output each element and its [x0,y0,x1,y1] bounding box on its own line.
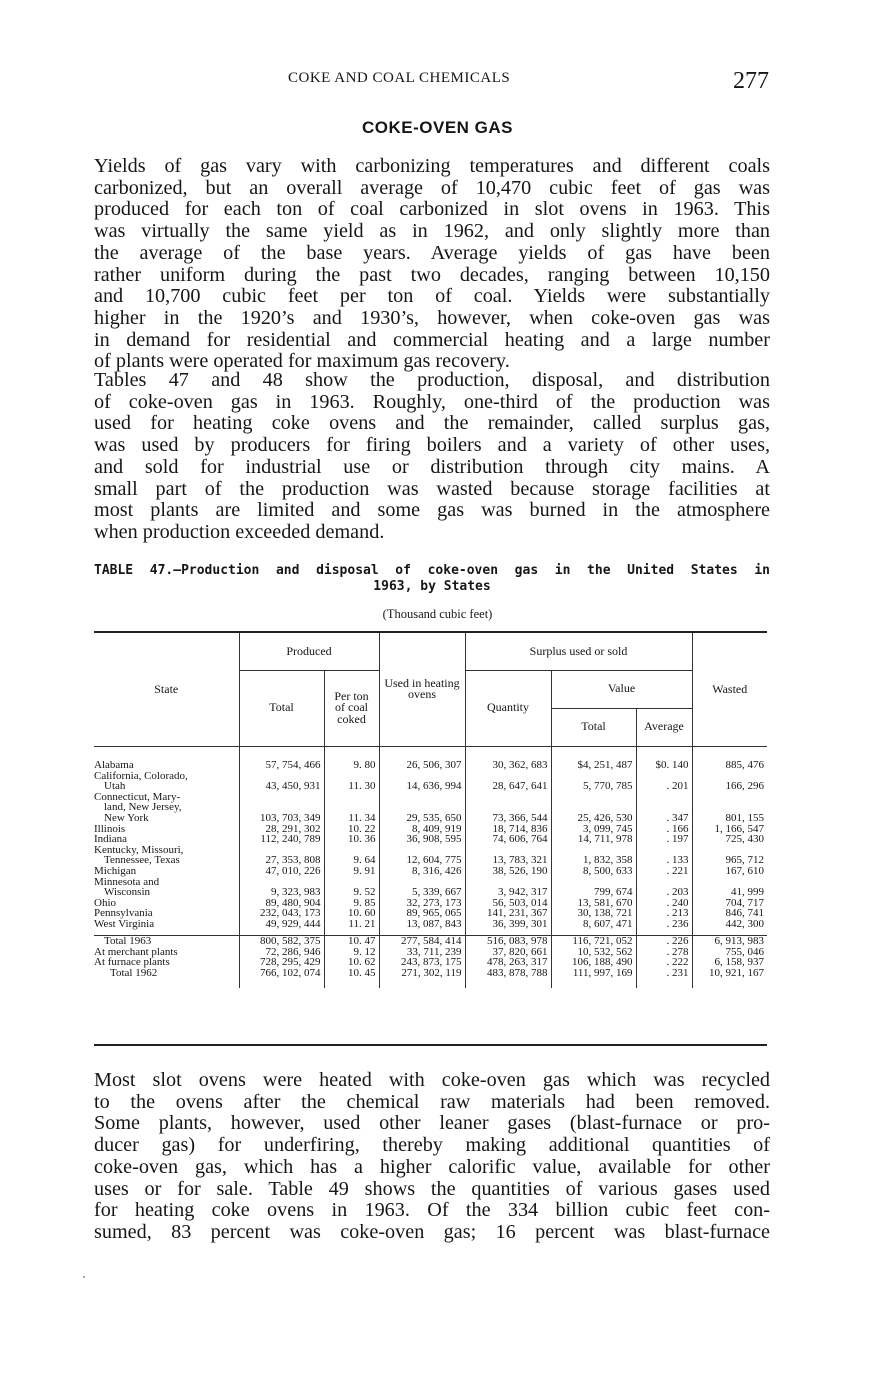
cell-total: 43, 450, 931 [239,781,324,792]
cell-wasted: 846, 741 [692,908,767,919]
total-row [94,968,767,979]
header-used-heating: Used in heating ovens [379,632,465,746]
cell-total: 9, 323, 983 [239,887,324,898]
cell-value-total: 106, 188, 490 [551,957,636,968]
cell-heating: 26, 506, 307 [379,760,465,771]
table-row [94,834,767,845]
text-line: Most slot ovens were heated with coke-oven gas which was recycled [94,1069,770,1091]
cell-average: . 166 [636,824,692,835]
total-label: At furnace plants [94,956,170,969]
cell-quantity: 74, 606, 764 [465,834,551,845]
cell-quantity: 478, 263, 317 [465,957,551,968]
cell-wasted: 6, 913, 983 [692,936,767,947]
cell-heating: 89, 965, 065 [379,908,465,919]
cell-average: $0. 140 [636,760,692,771]
text-line: was virtually the same yield as in 1962, and only slightly more than [94,220,770,243]
cell-quantity: 36, 399, 301 [465,919,551,930]
cell-quantity: 13, 783, 321 [465,855,551,866]
cell-total: 800, 582, 375 [239,936,324,947]
table-row [94,760,767,771]
cell-quantity: 483, 878, 788 [465,968,551,979]
text-line: Some plants, however, used other leaner gases (blast-furnace or pro- [94,1112,770,1135]
state-name: Pennsylvania [94,907,153,920]
header-wasted: Wasted [692,632,767,746]
table-row [94,781,767,792]
text-line: for heating coke ovens in 1963. Of the 334 billion cubic feet con- [94,1199,770,1222]
cell-wasted: 166, 296 [692,781,767,792]
cell-total: 232, 043, 173 [239,908,324,919]
cell-average: . 240 [636,898,692,909]
header-value: Value [551,670,692,708]
cell-heating [379,792,465,803]
cell-value-total: 10, 532, 562 [551,947,636,958]
cell-value-total [551,792,636,803]
cell-value-total: 3, 099, 745 [551,824,636,835]
cell-average: . 197 [636,834,692,845]
cell-per-ton: 11. 34 [324,813,379,824]
table-caption [94,563,770,595]
header-state: State [154,681,179,696]
total-label: Total 1962 [110,966,158,979]
page-speck [83,1276,85,1278]
cell-total: 728, 295, 429 [239,957,324,968]
cell-heating: 277, 584, 414 [379,936,465,947]
text-line: to the ovens after the chemical raw materials had been removed. [94,1090,770,1113]
cell-heating: 33, 711, 239 [379,947,465,958]
cell-value-total: $4, 251, 487 [551,760,636,771]
cell-heating: 13, 087, 843 [379,919,465,930]
cell-value-total: 8, 607, 471 [551,919,636,930]
header-quantity: Quantity [465,670,551,746]
cell-per-ton: 10. 47 [324,936,379,947]
text-line: coke-oven gas, which has a higher calorific value, available for other [94,1155,770,1178]
cell-quantity [465,792,551,803]
state-name: Illinois [94,822,126,835]
cell-quantity: 3, 942, 317 [465,887,551,898]
cell-average: . 201 [636,781,692,792]
state-name: New York [104,811,149,824]
cell-wasted: 885, 476 [692,760,767,771]
cell-wasted: 704, 717 [692,898,767,909]
text-line: of coke-oven gas in 1963. Roughly, one-third of the production was [94,390,770,413]
cell-average [636,792,692,803]
cell-heating: 32, 273, 173 [379,898,465,909]
cell-heating: 5, 339, 667 [379,887,465,898]
table-bottom-rule [94,1044,767,1046]
cell-per-ton [324,792,379,803]
state-name: California, Colorado, [94,769,188,782]
text-line: Tables 47 and 48 show the production, disposal, and distribution [94,369,770,391]
total-label: Total 1963 [104,935,152,947]
cell-average: . 278 [636,947,692,958]
cell-wasted: 167, 610 [692,866,767,877]
cell-wasted: 725, 430 [692,834,767,845]
text-line: higher in the 1920’s and 1930’s, however, when coke-oven gas was [94,306,770,329]
cell-value-total: 30, 138, 721 [551,908,636,919]
cell-value-total: 25, 426, 530 [551,813,636,824]
cell-value-total: 116, 721, 052 [551,936,636,947]
running-head: COKE AND COAL CHEMICALS [288,70,511,86]
cell-average: . 226 [636,936,692,947]
cell-total: 766, 102, 074 [239,968,324,979]
cell-average: . 203 [636,887,692,898]
cell-quantity: 141, 231, 367 [465,908,551,919]
state-name: Tennessee, Texas [104,854,180,867]
text-line: small part of the production was wasted because storage facilities at [94,477,770,500]
cell-wasted: 442, 300 [692,919,767,930]
cell-quantity: 73, 366, 544 [465,813,551,824]
cell-average: . 222 [636,957,692,968]
state-name: Indiana [94,833,127,846]
data-table [94,631,767,1046]
table-row [94,919,767,930]
cell-total: 47, 010, 226 [239,866,324,877]
paragraph-2 [94,370,770,544]
state-name: Wisconsin [104,886,150,899]
cell-per-ton: 9. 80 [324,760,379,771]
text-line: ducer gas) for underfiring, thereby making additional quantities of [94,1134,770,1157]
cell-total [239,792,324,803]
paragraph-1 [94,156,770,373]
cell-wasted: 965, 712 [692,855,767,866]
header-average: Average [636,708,692,746]
text-line: carbonized, but an overall average of 10,470 cubic feet of gas was [94,176,770,199]
cell-value-total: 13, 581, 670 [551,898,636,909]
cell-quantity: 28, 647, 641 [465,781,551,792]
cell-wasted: 10, 921, 167 [692,968,767,979]
text-line: in demand for residential and commercial heating and a large number [94,328,770,351]
table-body [94,760,767,936]
cell-per-ton: 10. 62 [324,957,379,968]
cell-per-ton: 9. 12 [324,947,379,958]
cell-quantity: 18, 714, 836 [465,824,551,835]
cell-heating: 271, 302, 119 [379,968,465,979]
table-caption-line: TABLE 47.—Production and disposal of coke-oven gas in the United States in [94,563,770,578]
text-line: used for heating coke ovens and the remainder, called surplus gas, [94,412,770,435]
state-name: Kentucky, Missouri, [94,843,184,856]
total-row [94,936,767,947]
cell-quantity: 37, 820, 661 [465,947,551,958]
header-produced-total: Total [239,670,324,746]
state-name: Utah [104,780,126,793]
cell-total: 72, 286, 946 [239,947,324,958]
text-line: and 10,700 cubic feet per ton of coal. Yields were substantially [94,285,770,308]
cell-value-total: 1, 832, 358 [551,855,636,866]
page-number: 277 [733,68,769,94]
cell-wasted: 801, 155 [692,813,767,824]
total-label: At merchant plants [94,945,178,958]
cell-total: 89, 480, 904 [239,898,324,909]
cell-total: 112, 240, 789 [239,834,324,845]
table-row [94,792,767,803]
cell-total: 49, 929, 444 [239,919,324,930]
text-line: the average of the base years. Average yields of gas have been [94,241,770,264]
cell-per-ton: 11. 21 [324,919,379,930]
table-row [94,866,767,877]
cell-per-ton: 10. 22 [324,824,379,835]
cell-average: . 236 [636,919,692,930]
cell-value-total: 799, 674 [551,887,636,898]
cell-per-ton: 10. 60 [324,908,379,919]
table-row [94,813,767,824]
table-totals [94,936,767,989]
cell-total: 57, 754, 466 [239,760,324,771]
state-name: land, New Jersey, [104,801,182,814]
text-line: when production exceeded demand. [94,520,385,543]
cell-wasted: 1, 166, 547 [692,824,767,835]
cell-per-ton: 10. 45 [324,968,379,979]
cell-total: 27, 353, 808 [239,855,324,866]
cell-average: . 347 [636,813,692,824]
cell-heating: 8, 409, 919 [379,824,465,835]
cell-per-ton: 10. 36 [324,834,379,845]
cell-heating: 36, 908, 595 [379,834,465,845]
text-line: Yields of gas vary with carbonizing temperatures and different coals [94,155,770,177]
cell-wasted [692,792,767,803]
cell-heating: 12, 604, 775 [379,855,465,866]
text-line: sumed, 83 percent was coke-oven gas; 16 percent was blast-furnace [94,1220,770,1243]
state-name: Ohio [94,896,116,909]
header-per-ton: Per ton of coal coked [324,670,379,746]
cell-quantity: 56, 503, 014 [465,898,551,909]
cell-heating: 8, 316, 426 [379,866,465,877]
cell-average: . 221 [636,866,692,877]
cell-value-total: 5, 770, 785 [551,781,636,792]
state-name: Michigan [94,864,137,877]
cell-value-total: 111, 997, 169 [551,968,636,979]
cell-per-ton: 9. 91 [324,866,379,877]
state-name: Alabama [94,759,134,771]
table-spacer [94,978,767,988]
header-surplus: Surplus used or sold [465,632,692,670]
state-name: West Virginia [94,917,155,930]
text-line: was used by producers for firing boilers and a variety of other uses, [94,434,770,457]
state-name: Minnesota and [94,875,160,888]
cell-total: 103, 703, 349 [239,813,324,824]
cell-per-ton: 9. 85 [324,898,379,909]
cell-heating: 14, 636, 994 [379,781,465,792]
table-caption-line: 1963, by States [373,579,491,594]
cell-average: . 133 [636,855,692,866]
cell-average: . 231 [636,968,692,979]
table-unit: (Thousand cubic feet) [382,607,493,621]
text-line: uses or for sale. Table 49 shows the quantities of various gases used [94,1177,770,1200]
header-produced: Produced [239,632,379,670]
section-title: COKE-OVEN GAS [361,118,514,137]
cell-quantity: 516, 083, 978 [465,936,551,947]
text-line: most plants are limited and some gas was burned in the atmosphere [94,499,770,522]
cell-quantity: 38, 526, 190 [465,866,551,877]
cell-per-ton: 9. 52 [324,887,379,898]
state-name: Connecticut, Mary- [94,790,181,803]
cell-per-ton: 11. 30 [324,781,379,792]
cell-heating: 29, 535, 650 [379,813,465,824]
cell-total: 28, 291, 302 [239,824,324,835]
cell-wasted: 755, 046 [692,947,767,958]
cell-quantity: 30, 362, 683 [465,760,551,771]
cell-value-total: 14, 711, 978 [551,834,636,845]
text-line: and sold for industrial use or distribution through city mains. A [94,455,770,478]
text-line: rather uniform during the past two decades, ranging between 10,150 [94,263,770,286]
cell-wasted: 41, 999 [692,887,767,898]
header-value-total: Total [551,708,636,746]
cell-average: . 213 [636,908,692,919]
cell-per-ton: 9. 64 [324,855,379,866]
cell-heating: 243, 873, 175 [379,957,465,968]
cell-wasted: 6, 158, 937 [692,957,767,968]
paragraph-3 [94,1070,770,1244]
text-line: of plants were operated for maximum gas recovery. [94,350,510,373]
text-line: produced for each ton of coal carbonized in slot ovens in 1963. This [94,198,770,221]
cell-value-total: 8, 500, 633 [551,866,636,877]
